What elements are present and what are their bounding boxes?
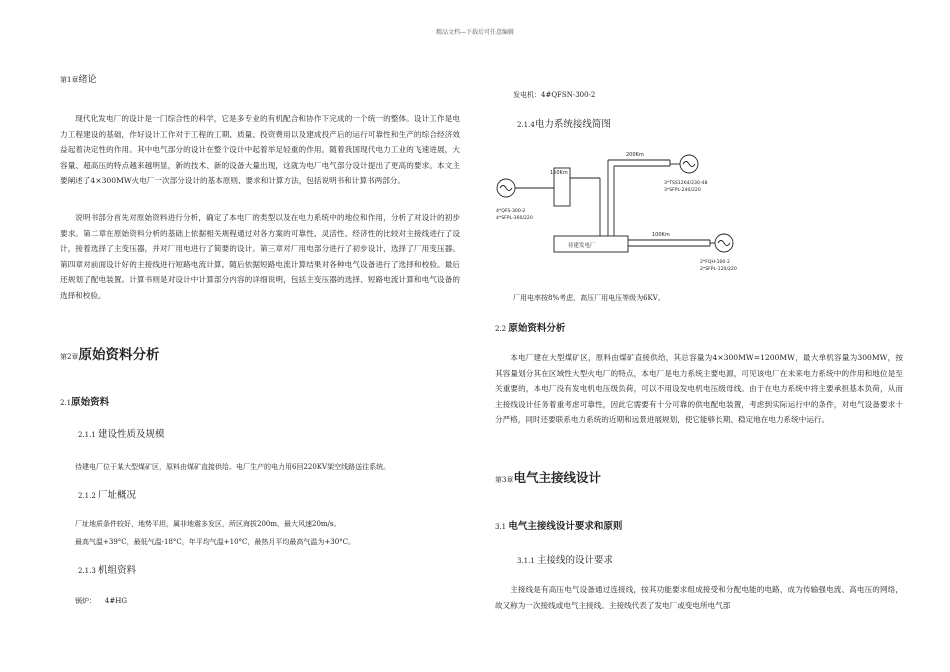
subsection-number: 2.1.3 [78,567,96,575]
section-2-2-heading [495,320,565,334]
chapter-title: 电气主接线设计 [513,470,601,485]
line-label-150km: 150Km [550,170,568,176]
section-3-1-1-paragraph: 主接线是有高压电气设备通过连接线，按其功能要求组成接受和分配电能的电路，成为传输强电流、高电压的网络，故又称为一次接线或电气主接线。主接线代表了发电厂或变电所电气部 [495,585,903,610]
power-system-diagram [490,140,750,290]
section-title: 原始资料 [71,397,110,408]
top-transformer-model: 3*SFPL-240/220 [664,188,701,193]
left-transformer-model: 4*SFPL-360/220 [496,216,533,221]
subsection-number: 2.1.4 [517,121,535,129]
subsection-2-1-1-heading [78,426,165,440]
subsection-2-1-3-heading [78,562,136,576]
generator-spec: 发电机：4#QFSN-300-2 [513,91,596,99]
left-generator-wave [500,186,512,191]
intro-paragraph-1: 现代化发电厂的设计是一门综合性的科学，它是多专业的有机配合和协作下完成的一个统一的整体。设计工作是电力工程建设的基础，作好设计工作对于工程的工期、质量、投资费用以及建成投产后的运行可靠性和生产的综合经济效益起着决定性的作用。其中电气部分的设计在整个设计中起着举足轻重的作用。随着我国现代电力工业的飞速进展，大容量、超高压的特点越来越明显，新的技术、新的设备大量出现，这就为电厂电气部分设计提出了更高的要求。本文主要阐述了4×300MW火电厂一次部分设计的基本原则、要求和计算方法，包括说明书和计算书两部分。 [60,114,460,185]
chapter-2-heading [60,343,159,363]
chapter-title: 原始资料分析 [78,347,160,363]
subsection-title: 电力系统接线简图 [534,119,611,130]
intro-paragraph-2: 说明书部分首先对原始资料进行分析，确定了本电厂的类型以及在电力系统中的地位和作用，分析了对设计的初步要求。第二章在原始资料分析的基础上依据相关规程通过对各方案的可靠性、灵活性、经济性的比较对主接线进行了设计，接着选择了主变压器，并对厂用电进行了简要的设计。第三章对厂用电部分进行了初步设计，选择了厂用变压器。第四章对前面设计好的主接线进行短路电流计算。随后依据短路电流计算结果对各种电气设备进行了选择和校验。最后还规划了配电装置。计算书则是对设计中计算部分内容的详细说明，包括主变压器的选择、短路电流计算和电气设备的选择和校验。 [60,213,460,300]
section-number: 2.2 [495,325,507,333]
subsection-2-1-4-heading [517,116,611,130]
subsection-number: 2.1.2 [78,492,96,500]
chapter-number: 第3章 [495,476,514,484]
site-conditions-line-2: 最高气温+39°C，最低气温-18°C，年平均气温+10°C，最热月平均最高气温为+30°C。 [75,538,356,546]
section-title: 原始资料分析 [508,323,566,334]
page-header: 精品文档---下载后可任意编辑 [435,29,515,36]
left-generator-model: 4*QFS-300-2 [496,209,526,214]
section-2-2-paragraph: 本电厂建在大型煤矿区，原料由煤矿直接供给，其总容量为4×300MW=1200MW，最大单机容量为300MW，按其容量划分其在区域性大型火电厂的特点，本电厂是电力系统主要电源，可见该电厂在未来电力系统中的作用和地位是至关重要的，本电厂没有发电机电压级负荷，可以不用设发电机电压级母线。由于在电力系统中将主要承担基本负荷，从而主接线设计任务着重考虑可靠性，因此它需要有十分可靠的供电配电装置，考虑到实际运行中的条件，对电气设备要求十分严格，同时还要联系电力系统的近期和远景进展规划，使它能够长期、稳定地在电力系统中运行。 [495,353,903,424]
station-service-note: 厂用电率按8%考虑，高压厂用电压等级为6KV。 [513,294,665,302]
subsection-title: 厂址概况 [98,490,137,501]
chapter-1-heading [60,72,96,85]
subsection-number: 3.1.1 [517,557,535,565]
chapter-number: 第2章 [60,353,79,361]
bottom-generator-model: 2*FQH-100-2 [700,260,730,265]
section-number: 3.1 [495,523,507,531]
subsection-3-1-1-heading [517,552,613,566]
subsection-number: 2.1.1 [78,431,96,439]
line-label-100km: 100Km [652,232,670,238]
chapter-3-heading [495,468,601,486]
subsection-2-1-2-heading [78,487,136,501]
bottom-transformer-model: 2*SFPL-120/220 [700,267,737,272]
section-number: 2.1 [60,399,72,407]
plant-label: 待建发电厂 [568,243,596,249]
line-label-200km: 200Km [626,152,644,158]
subsection-title: 机组资料 [98,565,137,576]
top-generator-model: 3*TSS1264/230-48 [664,181,708,186]
section-2-1-heading [60,394,109,408]
site-conditions-line-1: 厂址地质条件较好，地势平坦，属非地震多发区，所区海拔200m，最大风速20m/s。 [75,520,341,528]
section-title: 电气主接线设计要求和原则 [508,521,623,532]
chapter-title: 绪论 [78,75,97,85]
section-3-1-heading [495,518,622,532]
boiler-spec: 锅炉： 4#HG [75,597,127,605]
subsection-title: 建设性质及规模 [98,429,165,440]
subsection-title: 主接线的设计要求 [537,555,614,566]
subsection-2-1-1-text: 待建电厂位于某大型煤矿区，原料由煤矿直接供给。电厂生产的电力用6回220KV架空线路送往系统。 [75,463,391,471]
chapter-number: 第1章 [60,76,79,84]
